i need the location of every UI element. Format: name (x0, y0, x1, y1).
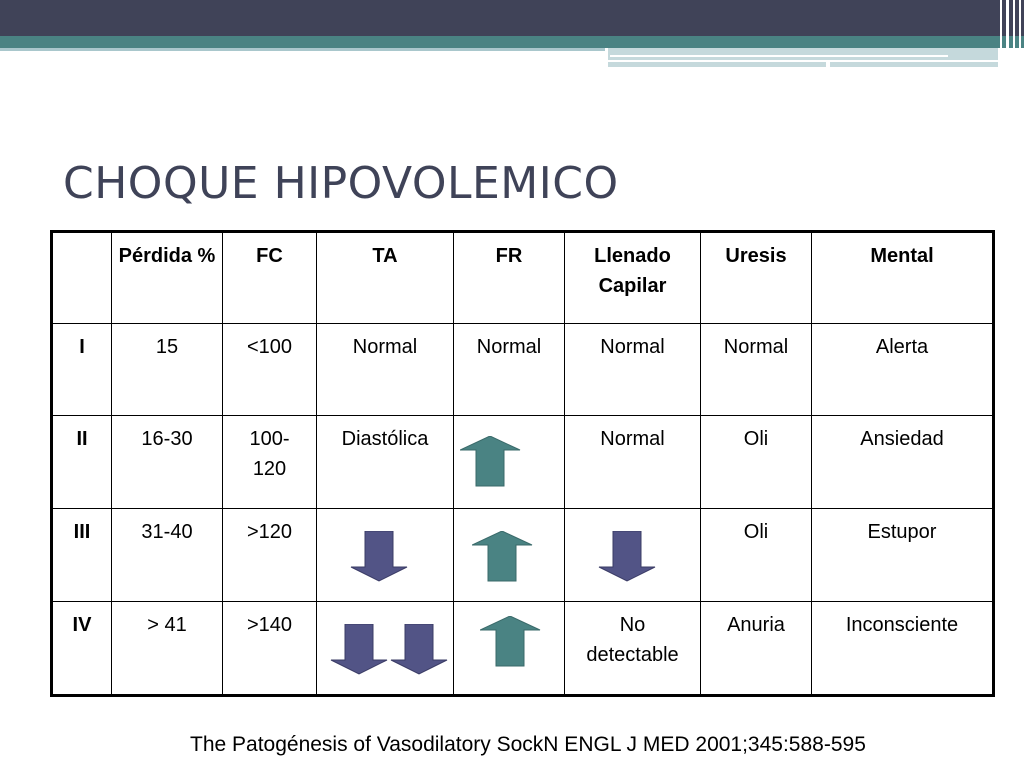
cell-fc: >140 (223, 602, 317, 696)
row-class-label: II (52, 416, 112, 509)
header-light-stripe (0, 48, 605, 51)
cell-mental: Inconsciente (812, 602, 994, 696)
cell-ta (317, 509, 454, 602)
table-row (52, 416, 994, 509)
cell-fc (223, 416, 317, 509)
header-cell-ta: TA (317, 232, 454, 324)
cell-ta: Diastólica (317, 416, 454, 509)
cell-llenado-text: No detectable (586, 614, 679, 666)
cell-mental: Ansiedad (812, 416, 994, 509)
cell-uresis: Oli (701, 416, 812, 509)
header-vertical-stripes (994, 0, 1024, 68)
cell-fc: <100 (223, 324, 317, 416)
header-cell-fr: FR (454, 232, 565, 324)
cell-llenado: Normal (565, 416, 701, 509)
header-teal-band (0, 36, 1024, 48)
row-class-label: I (52, 324, 112, 416)
cell-ta (317, 602, 454, 696)
cell-ta: Normal (317, 324, 454, 416)
cell-fc-text: 100-120 (249, 428, 290, 480)
table-row (52, 324, 994, 416)
header-light-stripe (608, 62, 826, 67)
table-header-row (52, 232, 994, 324)
cell-uresis: Anuria (701, 602, 812, 696)
header-light-stripe (608, 48, 998, 60)
up-arrow-icon (460, 436, 522, 488)
slide-title: CHOQUE HIPOVOLEMICO (63, 158, 619, 209)
header-cell-fc: FC (223, 232, 317, 324)
cell-uresis: Oli (701, 509, 812, 602)
header-cell-perdida: Pérdida % (112, 232, 223, 324)
cell-mental: Alerta (812, 324, 994, 416)
cell-fc: >120 (223, 509, 317, 602)
header-cell-uresis: Uresis (701, 232, 812, 324)
cell-perdida: 15 (112, 324, 223, 416)
up-arrow-icon (480, 616, 542, 668)
header-cell-blank (52, 232, 112, 324)
down-arrow-icon (597, 531, 657, 583)
cell-perdida: 31-40 (112, 509, 223, 602)
header-cell-mental: Mental (812, 232, 994, 324)
cell-uresis: Normal (701, 324, 812, 416)
cell-mental: Estupor (812, 509, 994, 602)
cell-llenado (565, 602, 701, 696)
cell-fr (454, 416, 565, 509)
table-row (52, 602, 994, 696)
down-arrow-icon (329, 624, 389, 676)
down-arrow-icon (389, 624, 449, 676)
cell-llenado: Normal (565, 324, 701, 416)
citation-text: The Patogénesis of Vasodilatory SockN ENGL J MED 2001;345:588-595 (190, 733, 866, 756)
cell-fr: Normal (454, 324, 565, 416)
shock-classification-table (50, 230, 995, 697)
cell-fr (454, 602, 565, 696)
header-white-line (610, 55, 948, 57)
cell-fr (454, 509, 565, 602)
header-light-stripe (830, 62, 998, 67)
cell-llenado (565, 509, 701, 602)
header-dark-band (0, 0, 1024, 36)
header-cell-llenado-capilar: Llenado Capilar (565, 232, 701, 324)
table-row (52, 509, 994, 602)
row-class-label: III (52, 509, 112, 602)
cell-perdida: 16-30 (112, 416, 223, 509)
cell-perdida: > 41 (112, 602, 223, 696)
row-class-label: IV (52, 602, 112, 696)
up-arrow-icon (472, 531, 534, 583)
down-arrow-icon (349, 531, 409, 583)
